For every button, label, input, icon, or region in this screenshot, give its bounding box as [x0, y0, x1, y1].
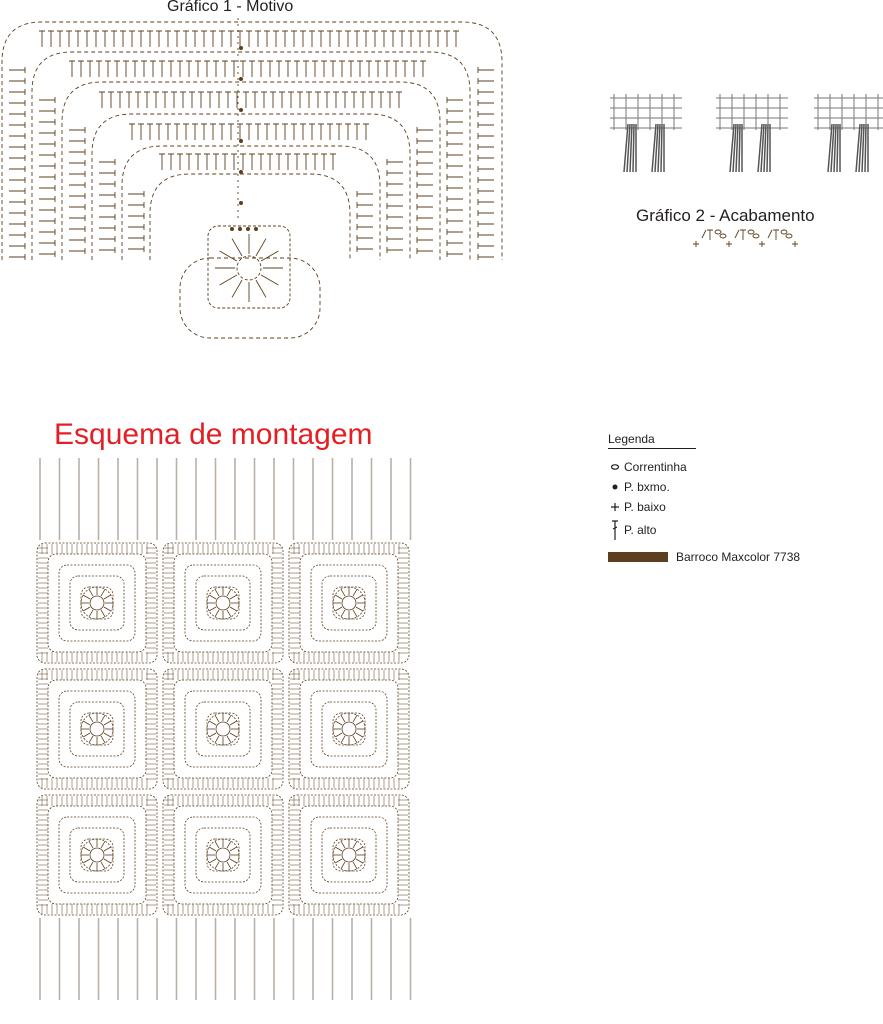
double-crochet-icon: [608, 519, 622, 541]
legend-item-yarn: [608, 547, 868, 567]
legend-item-slip: [608, 477, 868, 497]
yarn-swatch-icon: [608, 552, 668, 562]
legend-label: Correntinha: [624, 460, 687, 474]
legend-item-single: [608, 497, 868, 517]
assembly-diagram: [30, 458, 420, 1018]
legend-title: Legenda: [608, 432, 696, 449]
motif-diagram: [0, 18, 505, 348]
fringe-illustrations: [610, 94, 880, 184]
finishing-diagram: [690, 226, 805, 252]
single-crochet-icon: [608, 502, 622, 512]
legend-item-chain: [608, 457, 868, 477]
legend-label: P. bxmo.: [624, 480, 670, 494]
assembly-title: Esquema de montagem: [54, 418, 373, 451]
legend-label: P. alto: [624, 523, 657, 537]
chart1-title: Gráfico 1 - Motivo: [167, 0, 294, 15]
chain-stitch-icon: [608, 463, 622, 471]
slip-stitch-icon: [608, 483, 622, 491]
chart2-title: Gráfico 2 - Acabamento: [636, 206, 815, 225]
legend-label: Barroco Maxcolor 7738: [676, 550, 801, 564]
legend: [608, 432, 868, 567]
legend-item-double: [608, 517, 868, 543]
legend-label: P. baixo: [624, 500, 666, 514]
